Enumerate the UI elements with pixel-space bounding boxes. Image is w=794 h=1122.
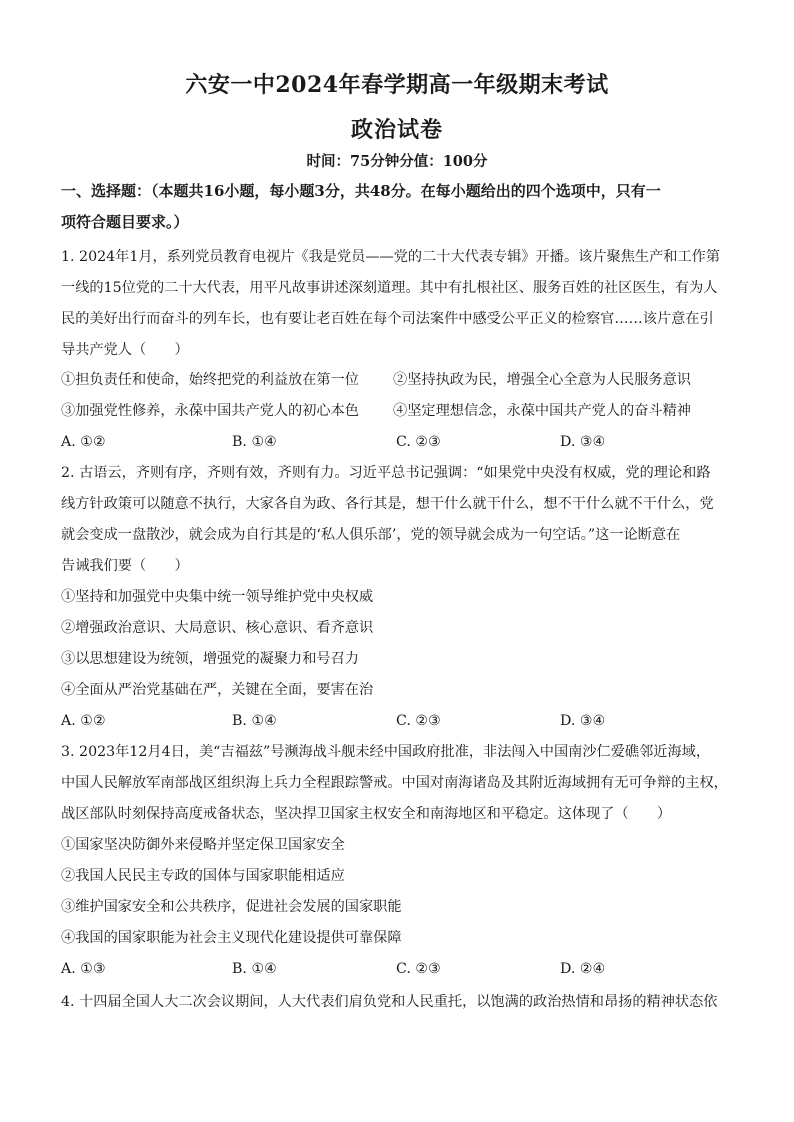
q3-stem-line: 战区部队时刻保持高度戒备状态，坚决捍卫国家主权安全和南海地区和平稳定。这体现了（ ） [61,806,672,822]
q1-item-3: ③加强党性修养，永葆中国共产党人的初心本色 [61,403,359,419]
q2-stem-line: 线方针政策可以随意不执行，大家各自为政、各行其是，想干什么就干什么，想不干什么就不干什么，党 [61,496,714,512]
q4-stem-line: 4. 十四届全国人大二次会议期间，人大代表们肩负党和人民重托，以饱满的政治热情和昂扬的精神状态依 [61,994,718,1010]
q1-item-2: ②坚持执政为民，增强全心全意为人民服务意识 [393,372,691,388]
q3-option-d[interactable]: D. ②④ [560,961,606,977]
q2-stem-line: 告诫我们要（ ） [61,558,189,574]
section-heading-line-2: 项符合题目要求。） [61,213,189,231]
q2-item-1: ①坚持和加强党中央集中统一领导维护党中央权威 [61,589,374,605]
q2-option-a[interactable]: A. ①② [61,713,106,729]
q1-stem-line: 导共产党人（ ） [61,342,189,358]
section-heading-line-1: 一、选择题：（本题共16小题，每小题3分，共48分。在每小题给出的四个选项中，只有一 [61,182,661,200]
exam-info: 时间：75分钟分值：100分 [306,153,488,170]
q2-item-4: ④全面从严治党基础在严，关键在全面，要害在治 [61,682,374,698]
q2-item-3: ③以思想建设为统领，增强党的凝聚力和号召力 [61,651,359,667]
q2-stem-line: 就会变成一盘散沙，就会成为自行其是的‘私人俱乐部’，党的领导就会成为一句空话。”这一论断意在 [61,527,681,543]
q1-stem-line: 1. 2024年1月，系列党员教育电视片《我是党员——党的二十大代表专辑》开播。该片聚焦生产和工作第 [61,249,721,265]
q1-stem-line: 民的美好出行而奋斗的列车长，也有要让老百姓在每个司法案件中感受公平正义的检察官……该片意在引 [61,311,714,327]
q2-stem-line: 2. 古语云，齐则有序，齐则有效，齐则有力。习近平总书记强调：“如果党中央没有权威，党的理论和路 [61,465,711,481]
q2-option-b[interactable]: B. ①④ [232,713,277,729]
q3-item-4: ④我国的国家职能为社会主义现代化建设提供可靠保障 [61,930,402,946]
q3-option-c[interactable]: C. ②③ [396,961,441,977]
q3-stem-line: 3. 2023年12月4日，美“吉福兹”号濒海战斗舰未经中国政府批准，非法闯入中国南沙仁爱礁邻近海域， [61,744,711,760]
q3-item-2: ②我国人民民主专政的国体与国家职能相适应 [61,868,345,884]
q3-stem-line: 中国人民解放军南部战区组织海上兵力全程跟踪警戒。中国对南海诸岛及其附近海域拥有无可争辩的主权， [61,775,728,791]
q1-item-1: ①担负责任和使命，始终把党的利益放在第一位 [61,372,359,388]
exam-title: 六安一中2024年春学期高一年级期末考试 [185,72,609,98]
q1-option-c[interactable]: C. ②③ [396,434,441,450]
q2-item-2: ②增强政治意识、大局意识、核心意识、看齐意识 [61,620,374,636]
q1-stem-line: 一线的15位党的二十大代表，用平凡故事讲述深刻道理。其中有扎根社区、服务百姓的社区医生，有为人 [61,280,718,296]
q3-item-1: ①国家坚决防御外来侵略并坚定保卫国家安全 [61,837,345,853]
q3-option-a[interactable]: A. ①③ [61,961,106,977]
q2-option-d[interactable]: D. ③④ [560,713,606,729]
q1-option-b[interactable]: B. ①④ [232,434,277,450]
q2-option-c[interactable]: C. ②③ [396,713,441,729]
q3-item-3: ③维护国家安全和公共秩序，促进社会发展的国家职能 [61,899,402,915]
q1-option-a[interactable]: A. ①② [61,434,106,450]
q1-option-d[interactable]: D. ③④ [560,434,606,450]
exam-subject: 政治试卷 [350,117,443,143]
q1-item-4: ④坚定理想信念，永葆中国共产党人的奋斗精神 [393,403,691,419]
q3-option-b[interactable]: B. ①④ [232,961,277,977]
